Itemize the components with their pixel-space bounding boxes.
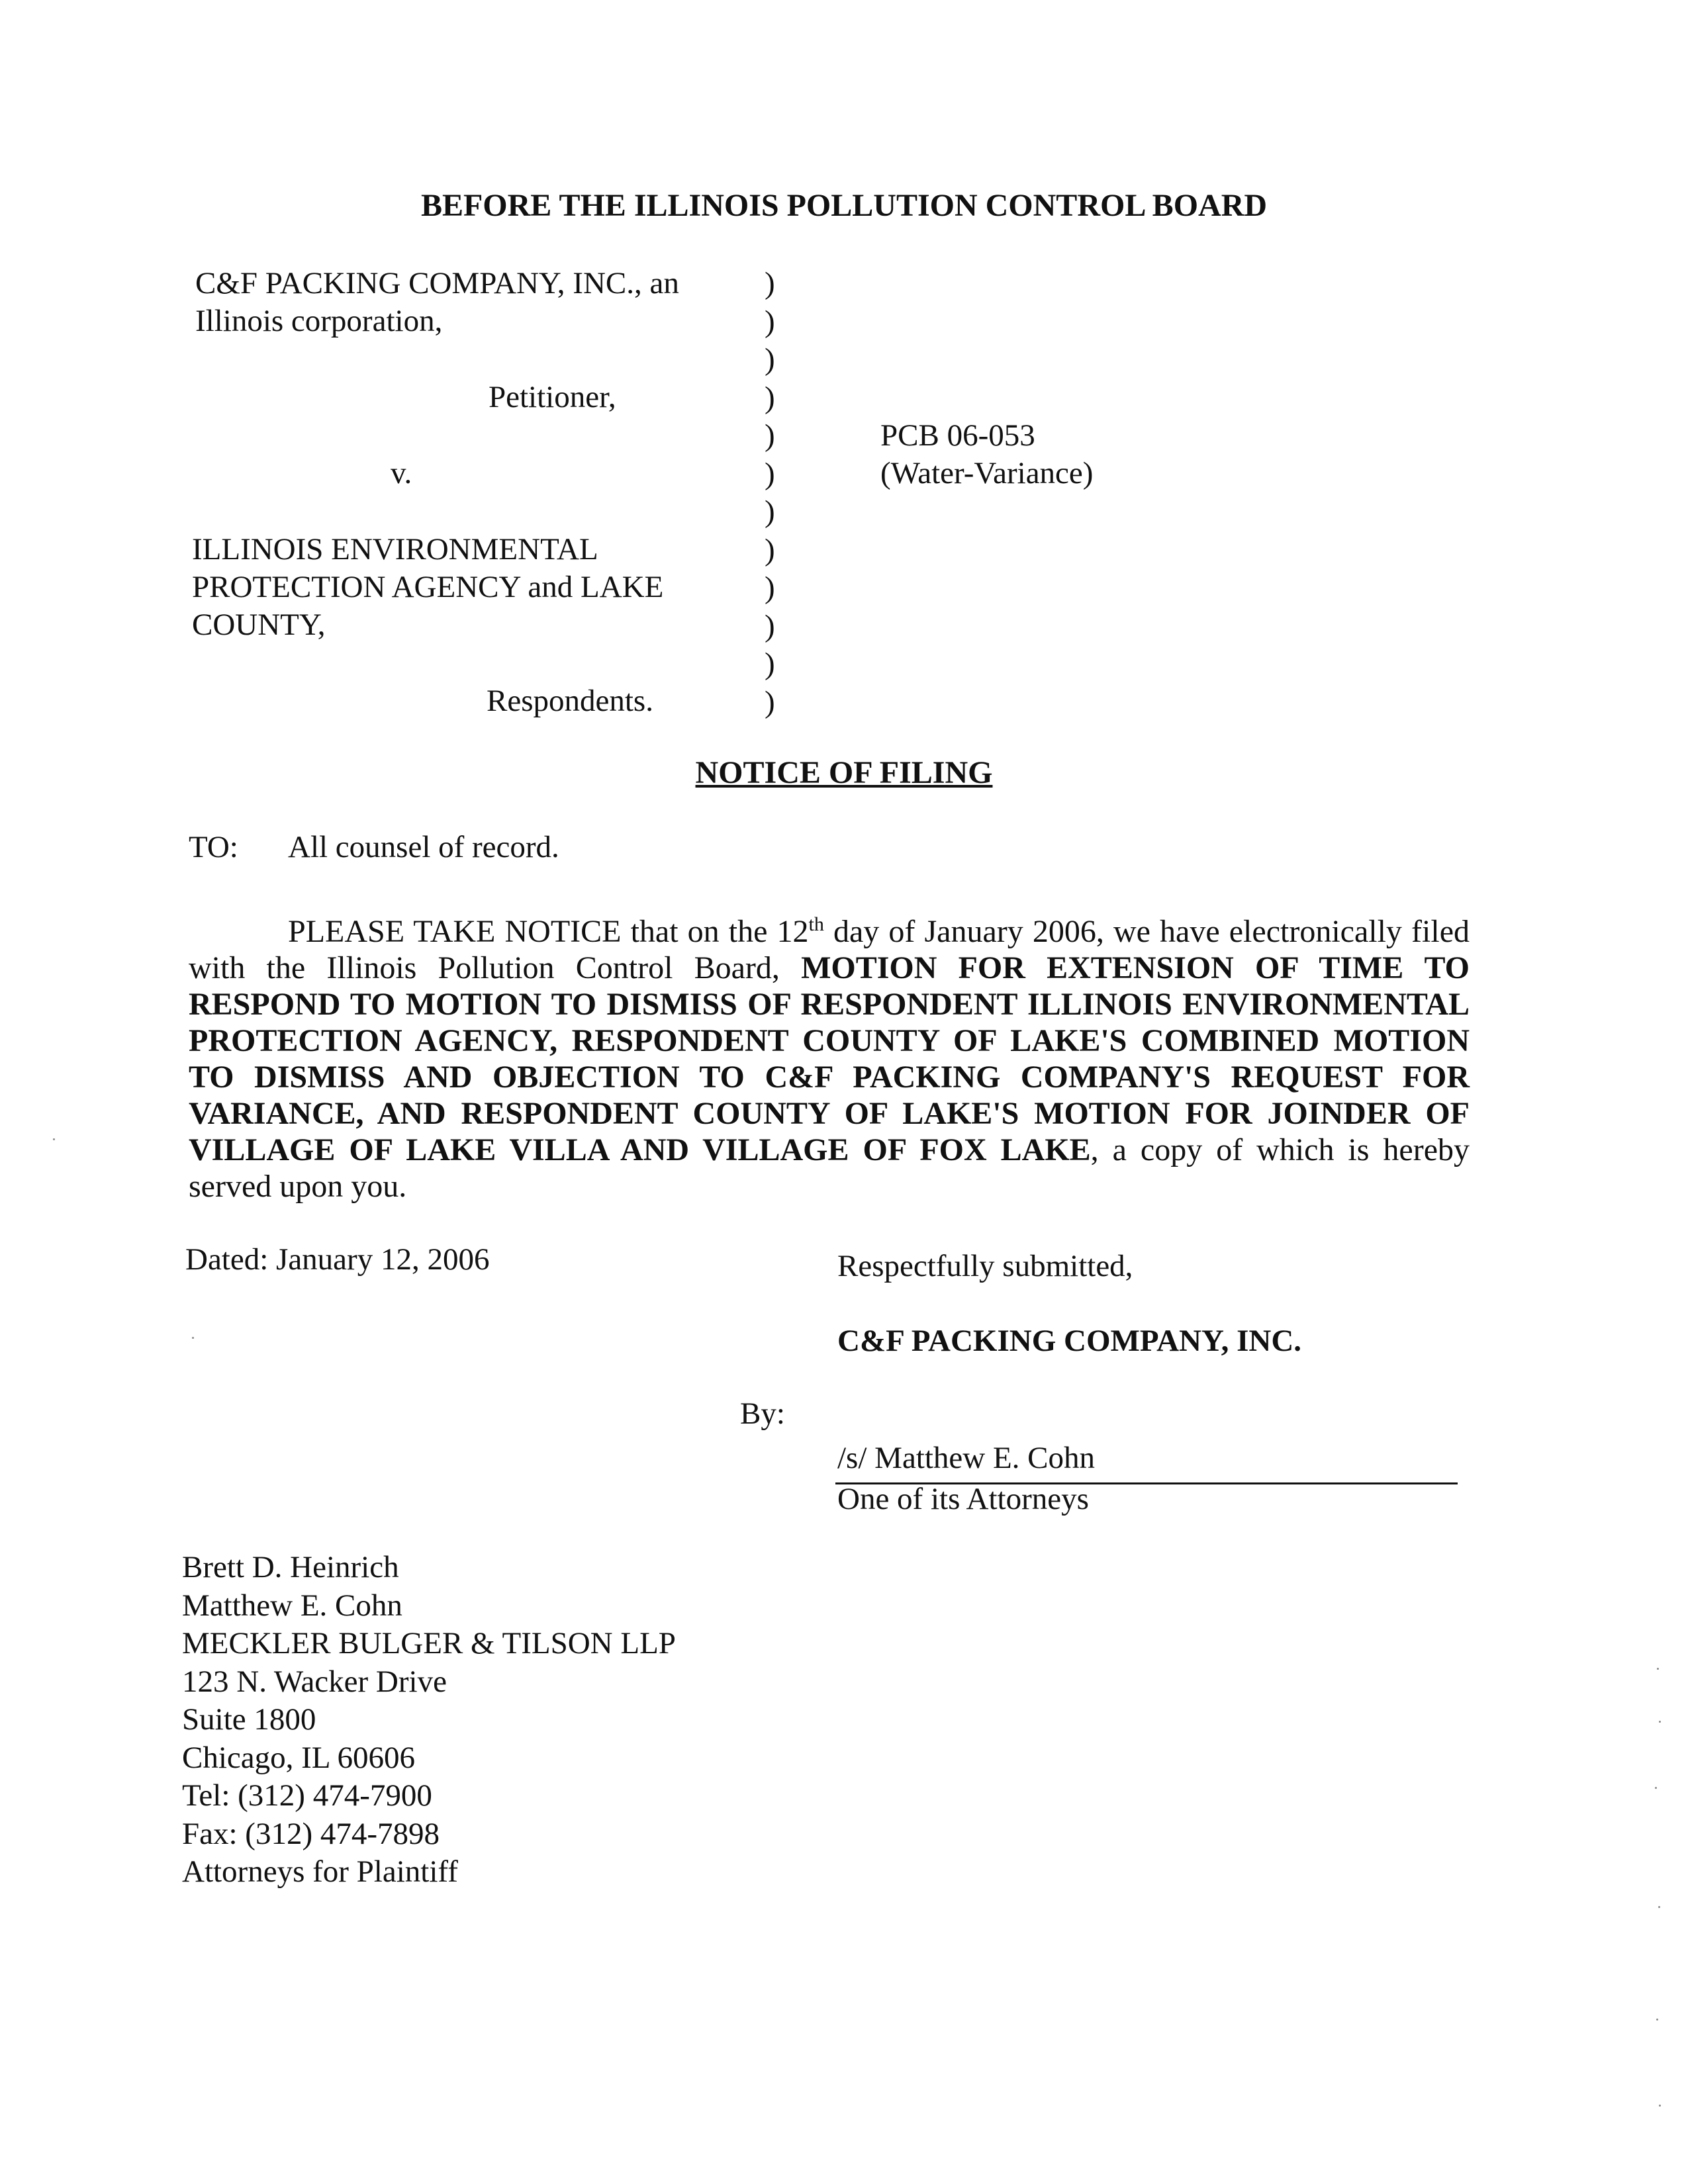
respondent-name-line3: COUNTY,: [192, 608, 326, 642]
attorney-line: Chicago, IL 60606: [182, 1740, 415, 1775]
scan-speck: [1659, 1721, 1661, 1723]
caption-paren: ): [765, 647, 775, 681]
case-type: (Water-Variance): [880, 456, 1094, 490]
caption-paren-column: [765, 265, 791, 721]
petitioner-name-line1: C&F PACKING COMPANY, INC., an: [195, 266, 679, 300]
versus-label: v.: [391, 456, 412, 490]
attorney-line: Fax: (312) 474-7898: [182, 1816, 440, 1851]
attorney-line: Tel: (312) 474-7900: [182, 1778, 432, 1813]
caption-paren: ): [765, 494, 775, 529]
to-label: TO:: [189, 830, 238, 864]
notice-text-middle: day of January 2006, we have electronically filed with the Illinois Pollution Control Board,: [189, 914, 1470, 985]
court-title: BEFORE THE ILLINOIS POLLUTION CONTROL BOARD: [420, 188, 1268, 223]
scan-speck: [1656, 2019, 1658, 2021]
attorney-line: 123 N. Wacker Drive: [182, 1664, 447, 1699]
petitioner-role: Petitioner,: [489, 380, 616, 414]
attorney-line: MECKLER BULGER & TILSON LLP: [182, 1626, 676, 1661]
scan-speck: [1655, 1787, 1657, 1789]
attorney-block: [182, 1549, 676, 1891]
scan-speck: [1658, 1906, 1660, 1908]
signing-company: C&F PACKING COMPANY, INC.: [837, 1324, 1302, 1358]
attorney-line: Brett D. Heinrich: [182, 1550, 399, 1584]
notice-text-end: , a copy of which is hereby served upon you.: [189, 1132, 1470, 1204]
caption-paren: ): [765, 570, 775, 605]
notice-heading: [0, 754, 1688, 792]
petitioner-name-line2: Illinois corporation,: [195, 304, 443, 338]
dated-line: Dated: January 12, 2006: [185, 1242, 490, 1277]
caption-paren: ): [765, 684, 775, 719]
attorney-line: Suite 1800: [182, 1702, 316, 1737]
scan-speck: [1657, 1668, 1659, 1670]
caption-paren: ): [765, 342, 775, 377]
closing-text: Respectfully submitted,: [837, 1249, 1133, 1283]
respondent-role: Respondents.: [487, 684, 653, 718]
caption-paren: ): [765, 380, 775, 415]
notice-paragraph: [189, 913, 1470, 1205]
caption-paren: ): [765, 418, 775, 453]
caption-paren: ): [765, 532, 775, 567]
by-label: By:: [740, 1396, 785, 1431]
respondent-name-line1: ILLINOIS ENVIRONMENTAL: [192, 532, 598, 567]
attorney-line: Matthew E. Cohn: [182, 1588, 402, 1623]
signer-title: One of its Attorneys: [837, 1482, 1089, 1516]
motion-title: MOTION FOR EXTENSION OF TIME TO RESPOND TO MOTION TO DISMISS OF RESPONDENT ILLINOIS ENVIRONMENTAL PROTECTION AGENCY, RESPONDENT COUNTY OF LAKE'S COMBINED MOTION TO DISMISS AND OBJECTION TO C&F PACKING COMPANY'S REQUEST FOR VARIANCE, AND RESPONDENT COUNTY OF LAKE'S MOTION FOR JOINDER OF VILLAGE OF LAKE VILLA AND VILLAGE OF FOX LAKE: [189, 950, 1470, 1167]
caption-paren: ): [765, 456, 775, 491]
respondent-name-line2: PROTECTION AGENCY and LAKE: [192, 570, 664, 604]
case-number: PCB 06-053: [880, 418, 1035, 453]
caption-paren: ): [765, 266, 775, 300]
scan-speck: [53, 1138, 55, 1140]
caption-paren: ): [765, 608, 775, 643]
caption-paren: ): [765, 304, 775, 339]
notice-text-start: PLEASE TAKE NOTICE that on the 12: [288, 914, 809, 949]
to-value: All counsel of record.: [288, 830, 559, 864]
scan-speck: [1659, 2105, 1661, 2107]
notice-heading-text: NOTICE OF FILING: [695, 755, 993, 790]
signer-name: /s/ Matthew E. Cohn: [837, 1441, 1096, 1475]
scan-speck: [192, 1337, 194, 1339]
date-superscript: th: [808, 913, 824, 935]
attorney-line: Attorneys for Plaintiff: [182, 1854, 458, 1889]
